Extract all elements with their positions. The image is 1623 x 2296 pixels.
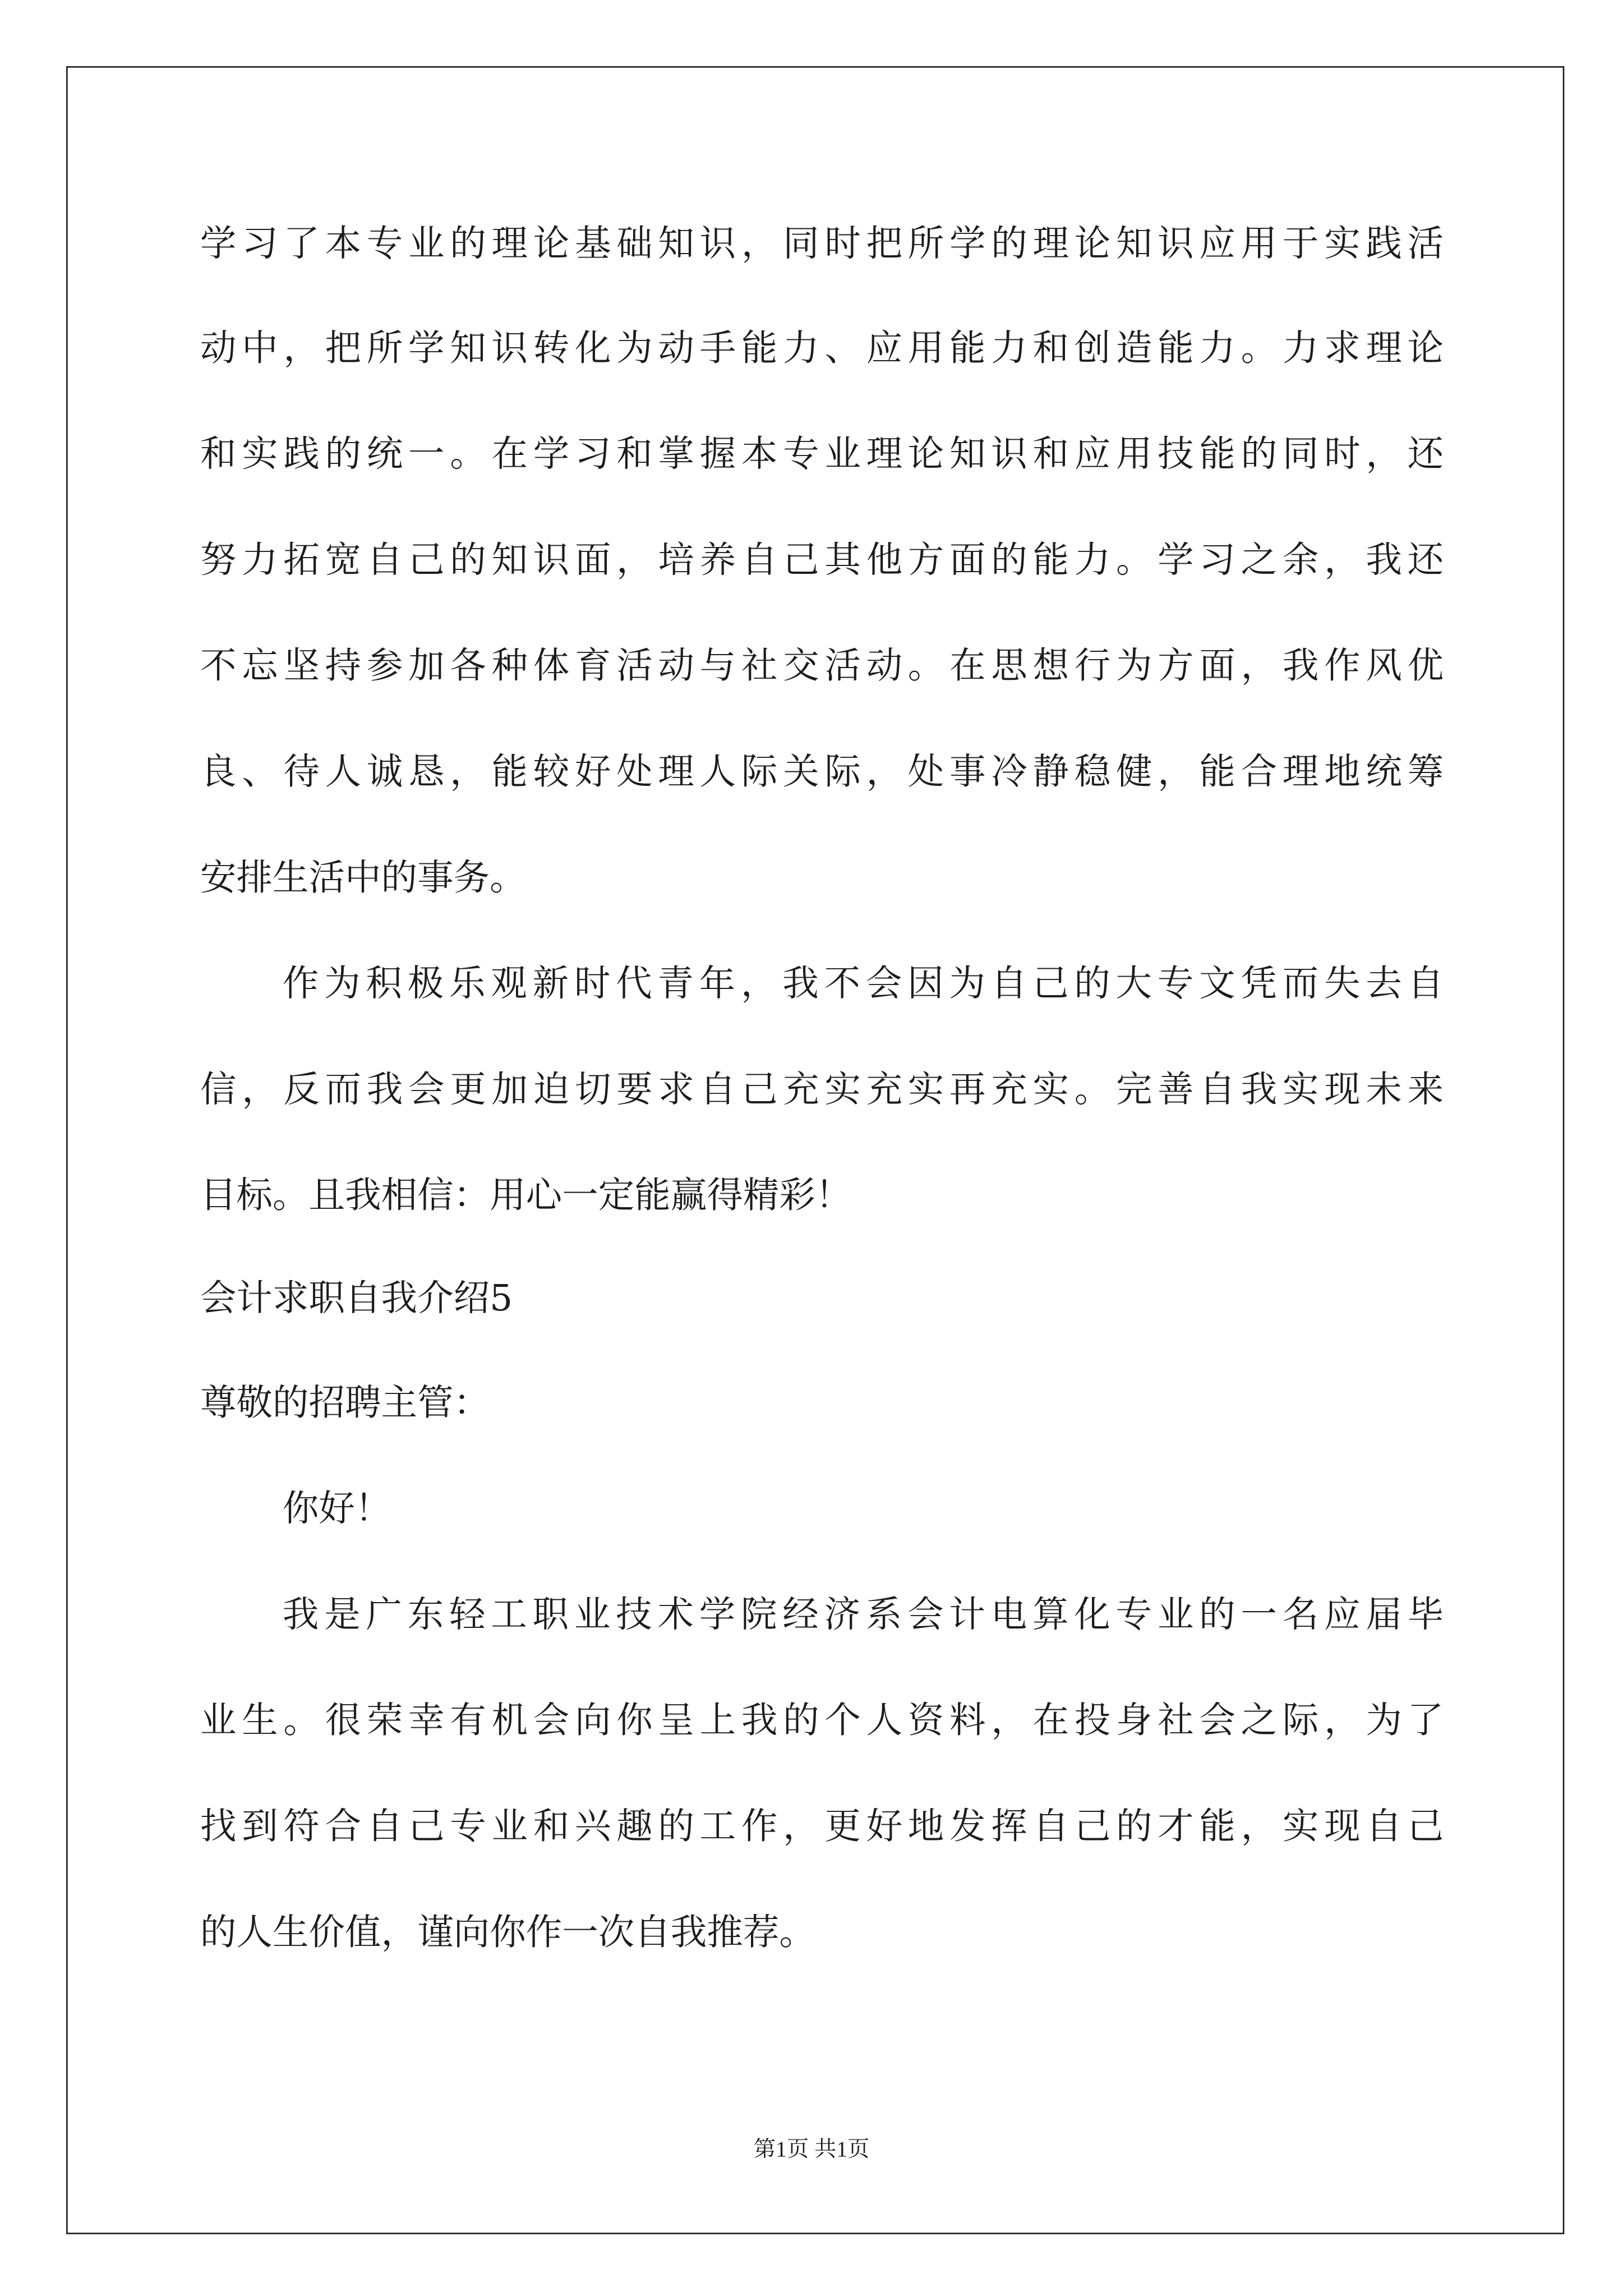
greeting: 你好！ bbox=[282, 1487, 391, 1530]
paragraph-1-line-6: 良、待人诚恳，能较好处理人际关际，处事冷静稳健，能合理地统筹 bbox=[200, 750, 1444, 793]
paragraph-3-line-4: 的人生价值，谨向你作一次自我推荐。 bbox=[200, 1910, 815, 1954]
paragraph-3-line-1: 我是广东轻工职业技术学院经济系会计电算化专业的一名应届毕 bbox=[282, 1593, 1444, 1636]
paragraph-2-line-3: 目标。且我相信：用心一定能赢得精彩！ bbox=[200, 1174, 852, 1217]
section-heading: 会计求职自我介绍5 bbox=[200, 1276, 513, 1319]
paragraph-2-line-1: 作为积极乐观新时代青年，我不会因为自己的大专文凭而失去自 bbox=[282, 961, 1444, 1005]
paragraph-1-line-4: 努力拓宽自己的知识面，培养自己其他方面的能力。学习之余，我还 bbox=[200, 538, 1444, 581]
paragraph-1-line-5: 不忘坚持参加各种体育活动与社交活动。在思想行为方面，我作风优 bbox=[200, 644, 1444, 687]
paragraph-1-line-2: 动中，把所学知识转化为动手能力、应用能力和创造能力。力求理论 bbox=[200, 326, 1444, 370]
salutation: 尊敬的招聘主管： bbox=[200, 1381, 490, 1424]
paragraph-3-line-2: 业生。很荣幸有机会向你呈上我的个人资料，在投身社会之际，为了 bbox=[200, 1699, 1444, 1742]
paragraph-3-line-3: 找到符合自己专业和兴趣的工作，更好地发挥自己的才能，实现自己 bbox=[200, 1805, 1444, 1848]
paragraph-1-line-1: 学习了本专业的理论基础知识，同时把所学的理论知识应用于实践活 bbox=[200, 222, 1444, 265]
paragraph-1-line-3: 和实践的统一。在学习和掌握本专业理论知识和应用技能的同时，还 bbox=[200, 432, 1444, 475]
page-number-footer: 第1页 共1页 bbox=[753, 2138, 870, 2162]
paragraph-2-line-2: 信，反而我会更加迫切要求自己充实充实再充实。完善自我实现未来 bbox=[200, 1068, 1444, 1111]
paragraph-1-line-7: 安排生活中的事务。 bbox=[200, 856, 526, 899]
